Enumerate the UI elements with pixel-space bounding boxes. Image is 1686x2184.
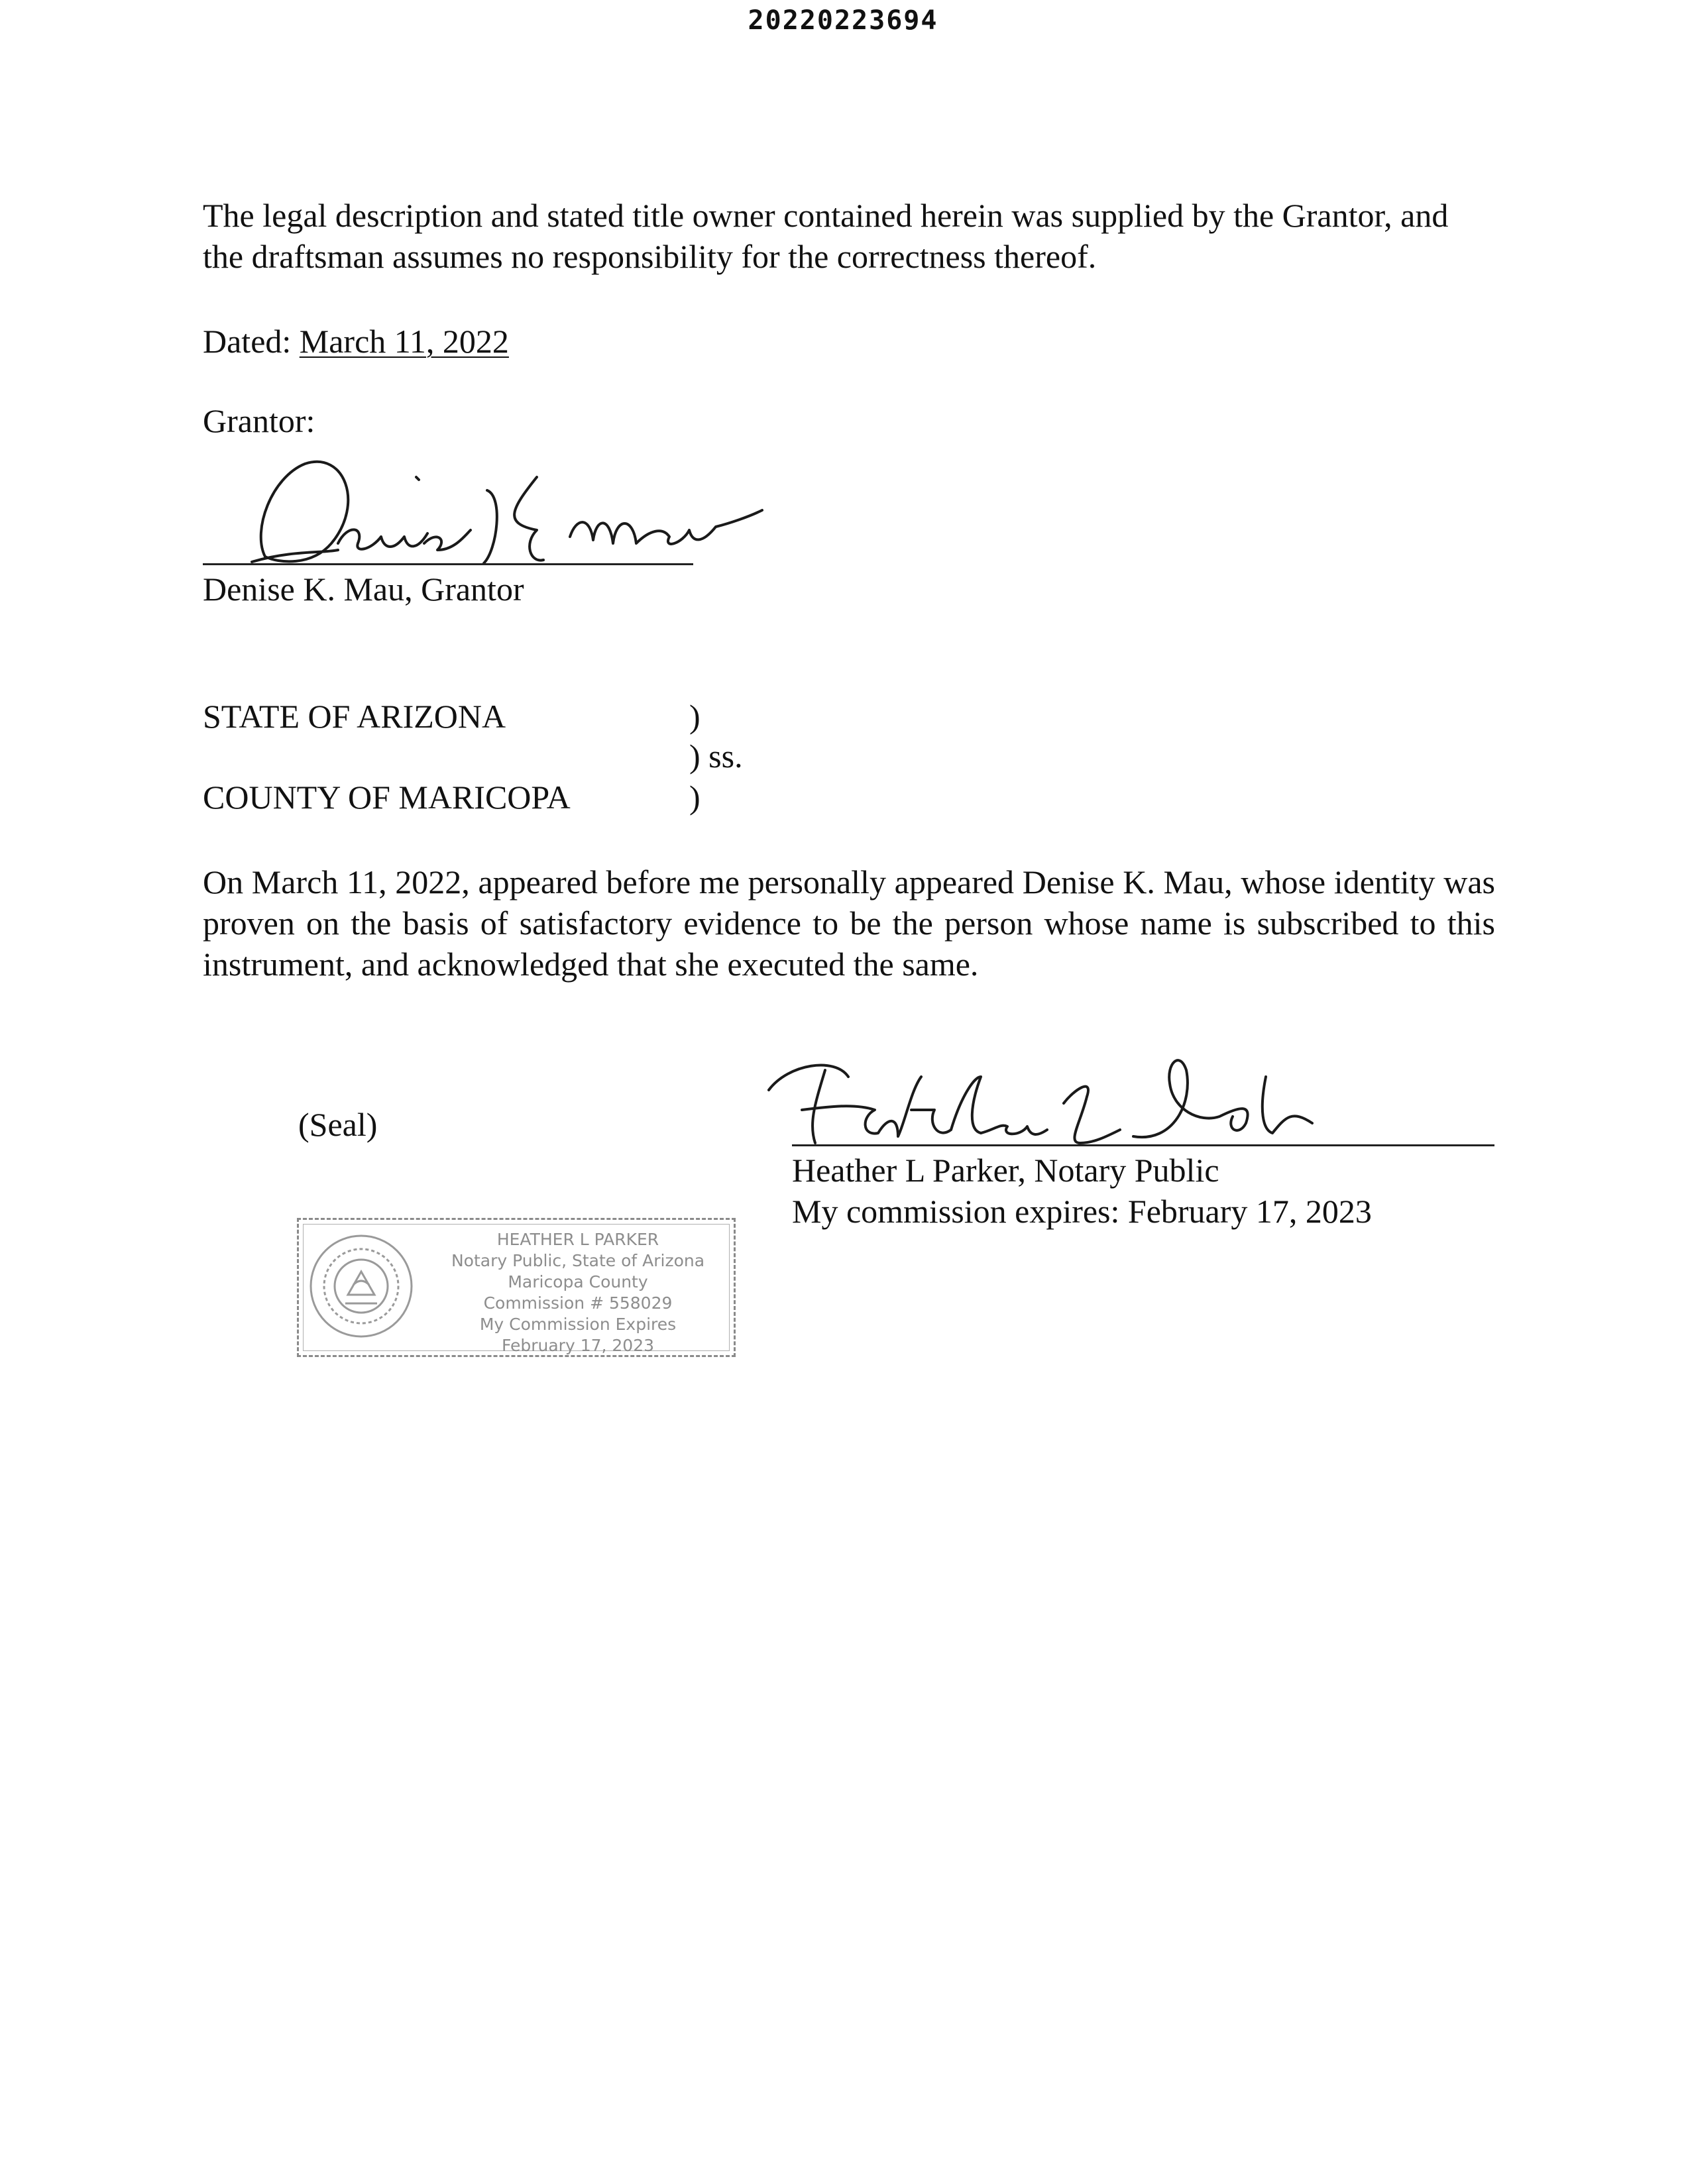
notary-stamp: [297, 1218, 736, 1357]
grantor-signature: [225, 451, 769, 576]
notary-name: Heather L Parker, Notary Public: [792, 1152, 1219, 1189]
venue-paren: ): [689, 779, 701, 816]
stamp-line: HEATHER L PARKER: [496, 1230, 659, 1249]
stamp-line: My Commission Expires: [479, 1315, 677, 1334]
stamp-line: Notary Public, State of Arizona: [451, 1251, 705, 1270]
venue-state: STATE OF ARIZONA: [203, 698, 506, 735]
grantor-signature-line: [203, 563, 693, 565]
notary-commission-expiry: My commission expires: February 17, 2023: [792, 1193, 1372, 1230]
notary-signature: [762, 1050, 1319, 1156]
acknowledgment-paragraph: On March 11, 2022, appeared before me personally appeared Denise K. Mau, whose identity was proven on the basis of satisfactory evidence to be the person whose name is subscribed to this instrument, and acknowledged that she executed the same.: [203, 863, 1495, 983]
grantor-label: Grantor:: [203, 402, 315, 439]
dated-value: March 11, 2022: [299, 323, 509, 360]
stamp-line: Commission # 558029: [483, 1293, 673, 1313]
dated-label: Dated:: [203, 323, 292, 360]
grantor-name: Denise K. Mau, Grantor: [203, 571, 524, 608]
stamp-line: February 17, 2023: [501, 1336, 655, 1355]
venue-paren-ss: ) ss.: [689, 737, 743, 775]
disclaimer-paragraph: The legal description and stated title owner contained herein was supplied by the Grantor, and the draftsman assumes no responsibility for the correctness thereof.: [203, 197, 1449, 275]
notary-stamp-text: [425, 1229, 731, 1356]
document-number: 20220223694: [748, 5, 938, 36]
stamp-line: Maricopa County: [508, 1272, 648, 1291]
dated-line: [203, 321, 509, 362]
venue-county: COUNTY OF MARICOPA: [203, 779, 571, 816]
seal-label: (Seal): [298, 1106, 378, 1143]
state-seal-icon: [307, 1232, 416, 1341]
venue-paren: ): [689, 698, 701, 735]
notary-signature-line: [792, 1144, 1494, 1146]
